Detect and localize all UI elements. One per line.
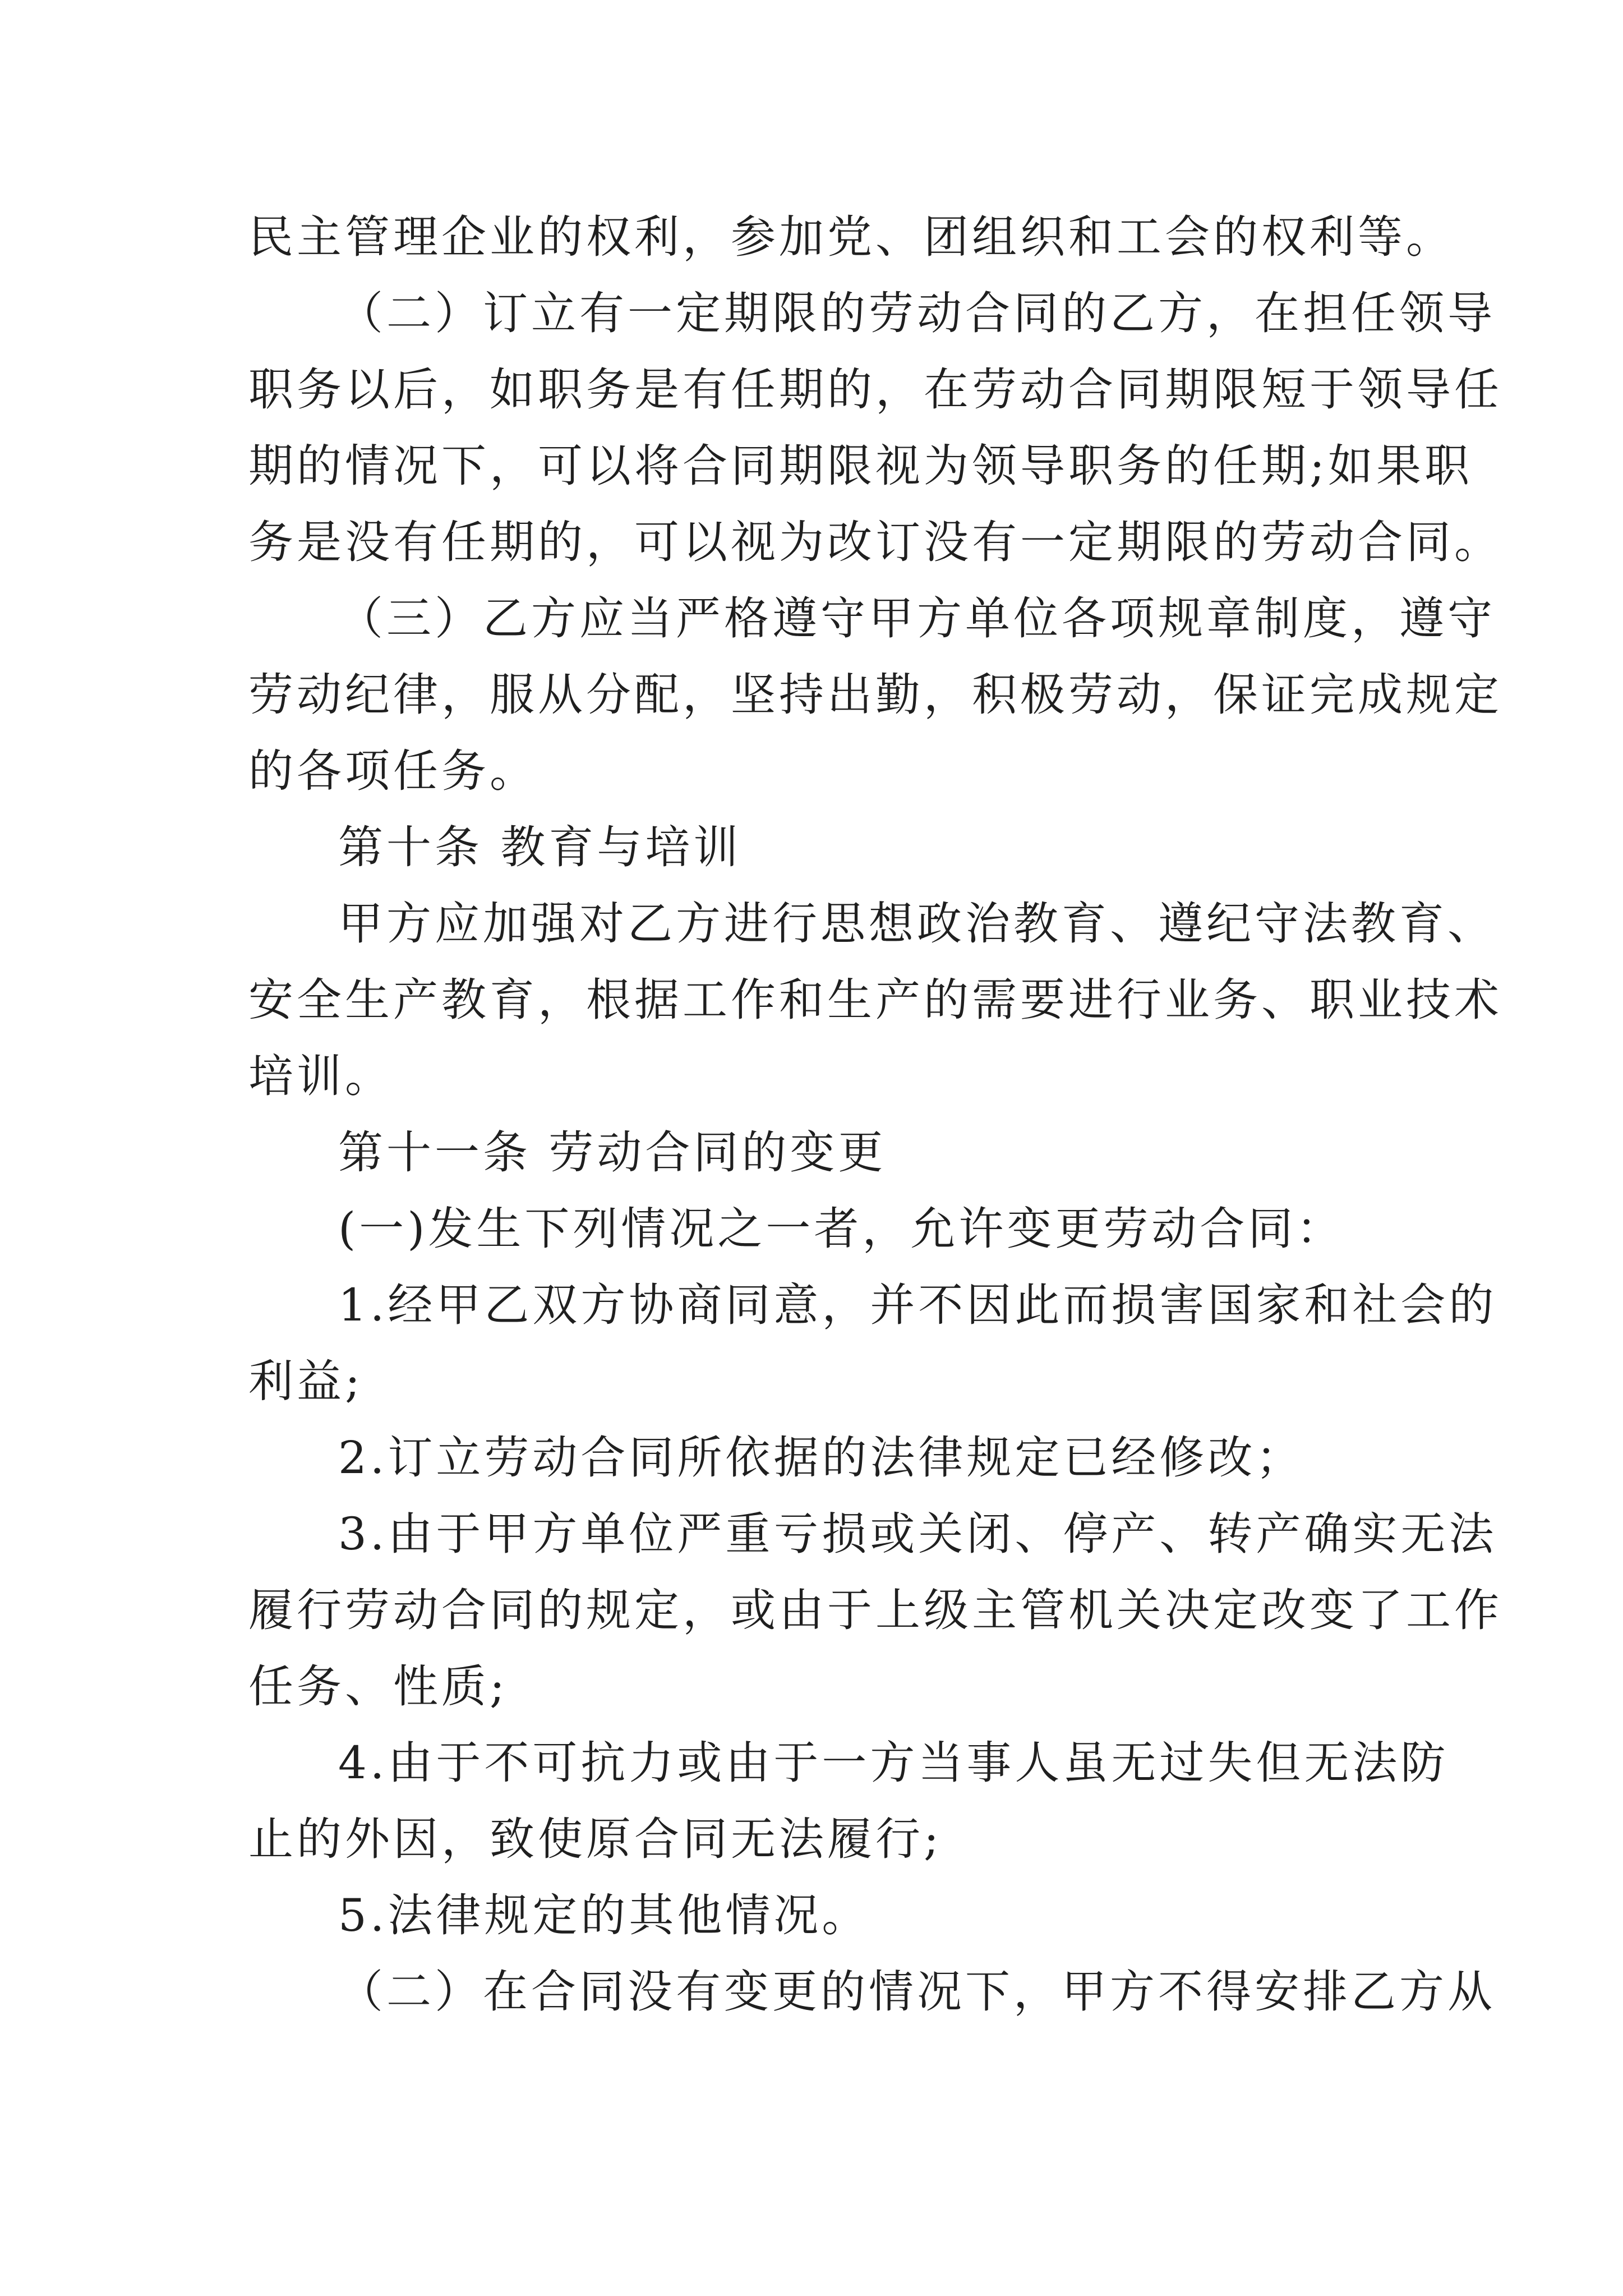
text-line-14: (一)发生下列情况之一者，允许变更劳动合同： (338, 1203, 1345, 1255)
text-line-3: 职务以后，如职务是有任期的，在劳动合同期限短于领导任 (248, 364, 1502, 416)
text-line-24: （二）在合同没有变更的情况下，甲方不得安排乙方从 (338, 1966, 1496, 2018)
list-item-4: 4.由于不可抗力或由于一方当事人虽无过失但无法防 (338, 1737, 1449, 1789)
list-item-4-cont: 止的外因，致使原合同无法履行; (248, 1813, 942, 1865)
document-body (248, 199, 1502, 2030)
text-line-10: 甲方应加强对乙方进行思想政治教育、遵纪守法教育、 (338, 898, 1496, 950)
list-item-1: 1.经甲乙双方协商同意，并不因此而损害国家和社会的 (338, 1279, 1497, 1331)
list-item-3-cont-2: 任务、性质; (248, 1660, 508, 1713)
list-item-5: 5.法律规定的其他情况。 (338, 1889, 870, 1941)
text-line-12: 培训。 (248, 1050, 393, 1102)
text-line-4: 期的情况下，可以将合同期限视为领导职务的任期;如果职 (248, 440, 1473, 492)
text-line-11: 安全生产教育，根据工作和生产的需要进行业务、职业技术 (248, 974, 1502, 1026)
text-line-5: 务是没有任期的，可以视为改订没有一定期限的劳动合同。 (248, 516, 1502, 568)
text-line-1: 民主管理企业的权利，参加党、团组织和工会的权利等。 (248, 211, 1454, 263)
text-line-7: 劳动纪律，服从分配，坚持出勤，积极劳动，保证完成规定 (248, 669, 1502, 721)
text-line-2: （二）订立有一定期限的劳动合同的乙方，在担任领导 (338, 287, 1496, 339)
list-item-2: 2.订立劳动合同所依据的法律规定已经修改； (338, 1432, 1304, 1484)
section-heading-11: 第十一条 劳动合同的变更 (338, 1126, 887, 1179)
section-heading-10: 第十条 教育与培训 (338, 821, 742, 873)
text-line-8: 的各项任务。 (248, 745, 538, 797)
list-item-3: 3.由于甲方单位严重亏损或关闭、停产、转产确实无法 (338, 1508, 1497, 1560)
list-item-3-cont-1: 履行劳动合同的规定，或由于上级主管机关决定改变了工作 (248, 1584, 1502, 1636)
text-line-6: （三）乙方应当严格遵守甲方单位各项规章制度，遵守 (338, 592, 1496, 645)
list-item-1-cont: 利益; (248, 1355, 363, 1407)
